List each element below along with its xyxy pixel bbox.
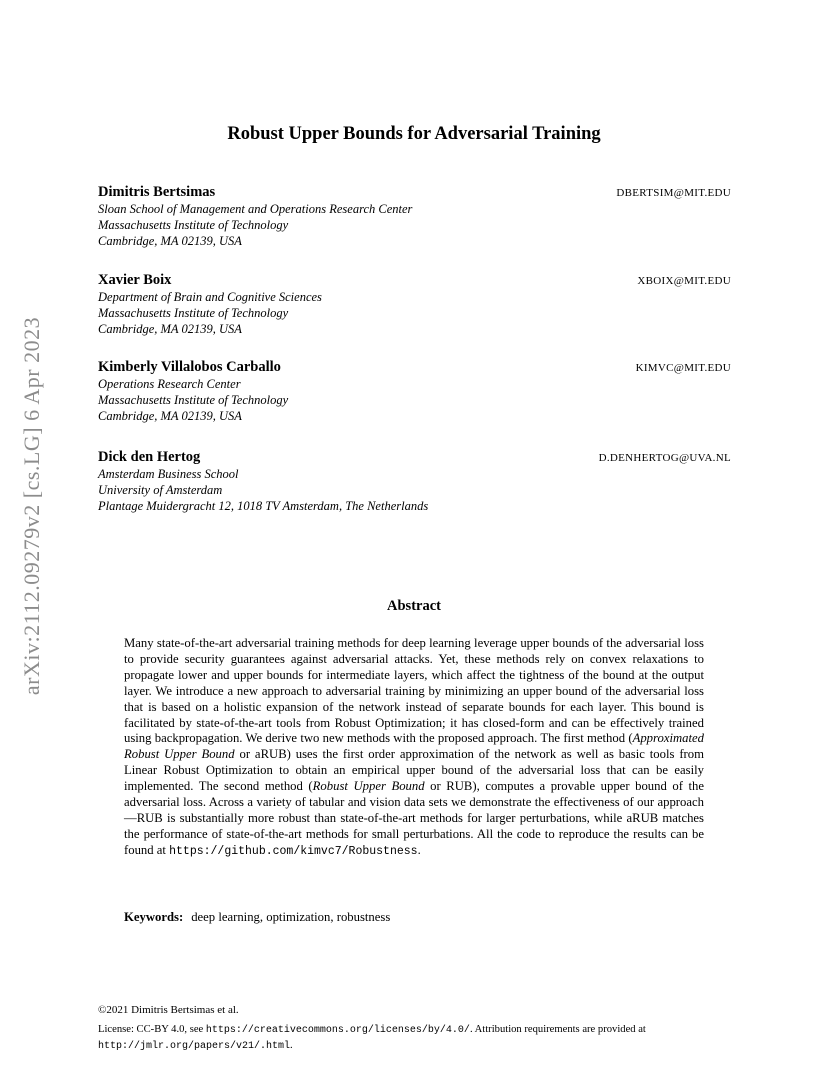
author-block: [98, 359, 731, 424]
license-text: License: CC-BY 4.0, see: [98, 1024, 206, 1035]
affiliation-line: Plantage Muidergracht 12, 1018 TV Amsterdam, The Netherlands: [98, 499, 429, 513]
affiliation-line: Department of Brain and Cognitive Sciences: [98, 290, 322, 304]
abstract-emphasis: Robust Upper Bound: [312, 779, 425, 794]
affiliation-line: Cambridge, MA 02139, USA: [98, 234, 242, 248]
abstract-emphasis: Approximated Robust Upper Bound: [124, 731, 704, 762]
abstract-text-part: or RUB), computes a provable upper bound of the adversarial loss. Across a variety of tabular and vision data sets we demonstrate the effectiveness of our approach —RUB is substantially more robust than state-of-the-art methods for larger perturbations, while aRUB matches the performance of state-of-the-art methods for small perturbations. All the code to reproduce the results can be found at: [124, 779, 705, 857]
author-email[interactable]: D.DENHERTOG@UVA.NL: [598, 452, 731, 464]
code-repo-link[interactable]: https://github.com/kimvc7/Robustness: [169, 844, 418, 858]
copyright-notice: ©2021 Dimitris Bertsimas et al.: [98, 1004, 239, 1016]
arxiv-stamp: arXiv:2112.09279v2 [cs.LG] 6 Apr 2023: [19, 316, 44, 696]
license-text: . Attribution requirements are provided at: [469, 1024, 646, 1035]
keywords: [124, 910, 390, 925]
author-block: [98, 272, 731, 337]
affiliation-line: Cambridge, MA 02139, USA: [98, 409, 242, 423]
author-email[interactable]: DBERTSIM@MIT.EDU: [616, 187, 731, 199]
author-block: [98, 184, 731, 249]
abstract-text-part: Many state-of-the-art adversarial training methods for deep learning leverage upper bounds of the adversarial loss to provide security guarantees against adversarial attacks. Yet, these methods rely on convex relaxations to propagate lower and upper bounds for intermediate layers, which affect the tightness of the bound at the output layer. We introduce a new approach to adversarial training by minimizing an upper bound of the adversarial loss that is based on a holistic expansion of the network instead of separate bounds for each layer. This bound is facilitated by state-of-the-art tools from Robust Optimization; it has closed-form and can be effectively trained using backpropagation. We derive two new methods with the proposed approach. The first method (: [124, 636, 704, 746]
affiliation-line: Massachusetts Institute of Technology: [98, 393, 289, 407]
author-email[interactable]: KIMVC@MIT.EDU: [635, 362, 731, 374]
affiliation-line: Sloan School of Management and Operations Research Center: [98, 202, 413, 216]
paper-title: Robust Upper Bounds for Adversarial Training: [227, 124, 601, 144]
keywords-label: Keywords:: [124, 910, 184, 924]
license-link[interactable]: https://creativecommons.org/licenses/by/4.0/: [205, 1025, 470, 1036]
papers-link[interactable]: http://jmlr.org/papers/v21/.html: [98, 1041, 291, 1052]
affiliation-line: Massachusetts Institute of Technology: [98, 218, 289, 232]
affiliation-line: Amsterdam Business School: [98, 467, 239, 481]
license-text: .: [290, 1040, 293, 1051]
affiliation-line: University of Amsterdam: [98, 483, 223, 497]
abstract-text-part: .: [417, 842, 421, 857]
author-name: Xavier Boix: [98, 272, 172, 288]
author-block: [98, 449, 731, 514]
abstract-heading: Abstract: [387, 598, 441, 614]
author-name: Dick den Hertog: [98, 449, 201, 465]
abstract-text: [124, 636, 704, 860]
license-notice: [98, 1022, 738, 1054]
affiliation-line: Massachusetts Institute of Technology: [98, 306, 289, 320]
affiliation-line: Operations Research Center: [98, 377, 241, 391]
author-email[interactable]: XBOIX@MIT.EDU: [637, 275, 731, 287]
affiliation-line: Cambridge, MA 02139, USA: [98, 322, 242, 336]
author-name: Kimberly Villalobos Carballo: [98, 359, 281, 375]
keywords-text: deep learning, optimization, robustness: [191, 910, 391, 924]
author-name: Dimitris Bertsimas: [98, 184, 216, 200]
abstract-text-part: or aRUB) uses the first order approximation of the network as well as basic tools from Linear Robust Optimization to obtain an empirical upper bound of the adversarial loss that can be easily implemented. The second method (: [124, 747, 704, 794]
